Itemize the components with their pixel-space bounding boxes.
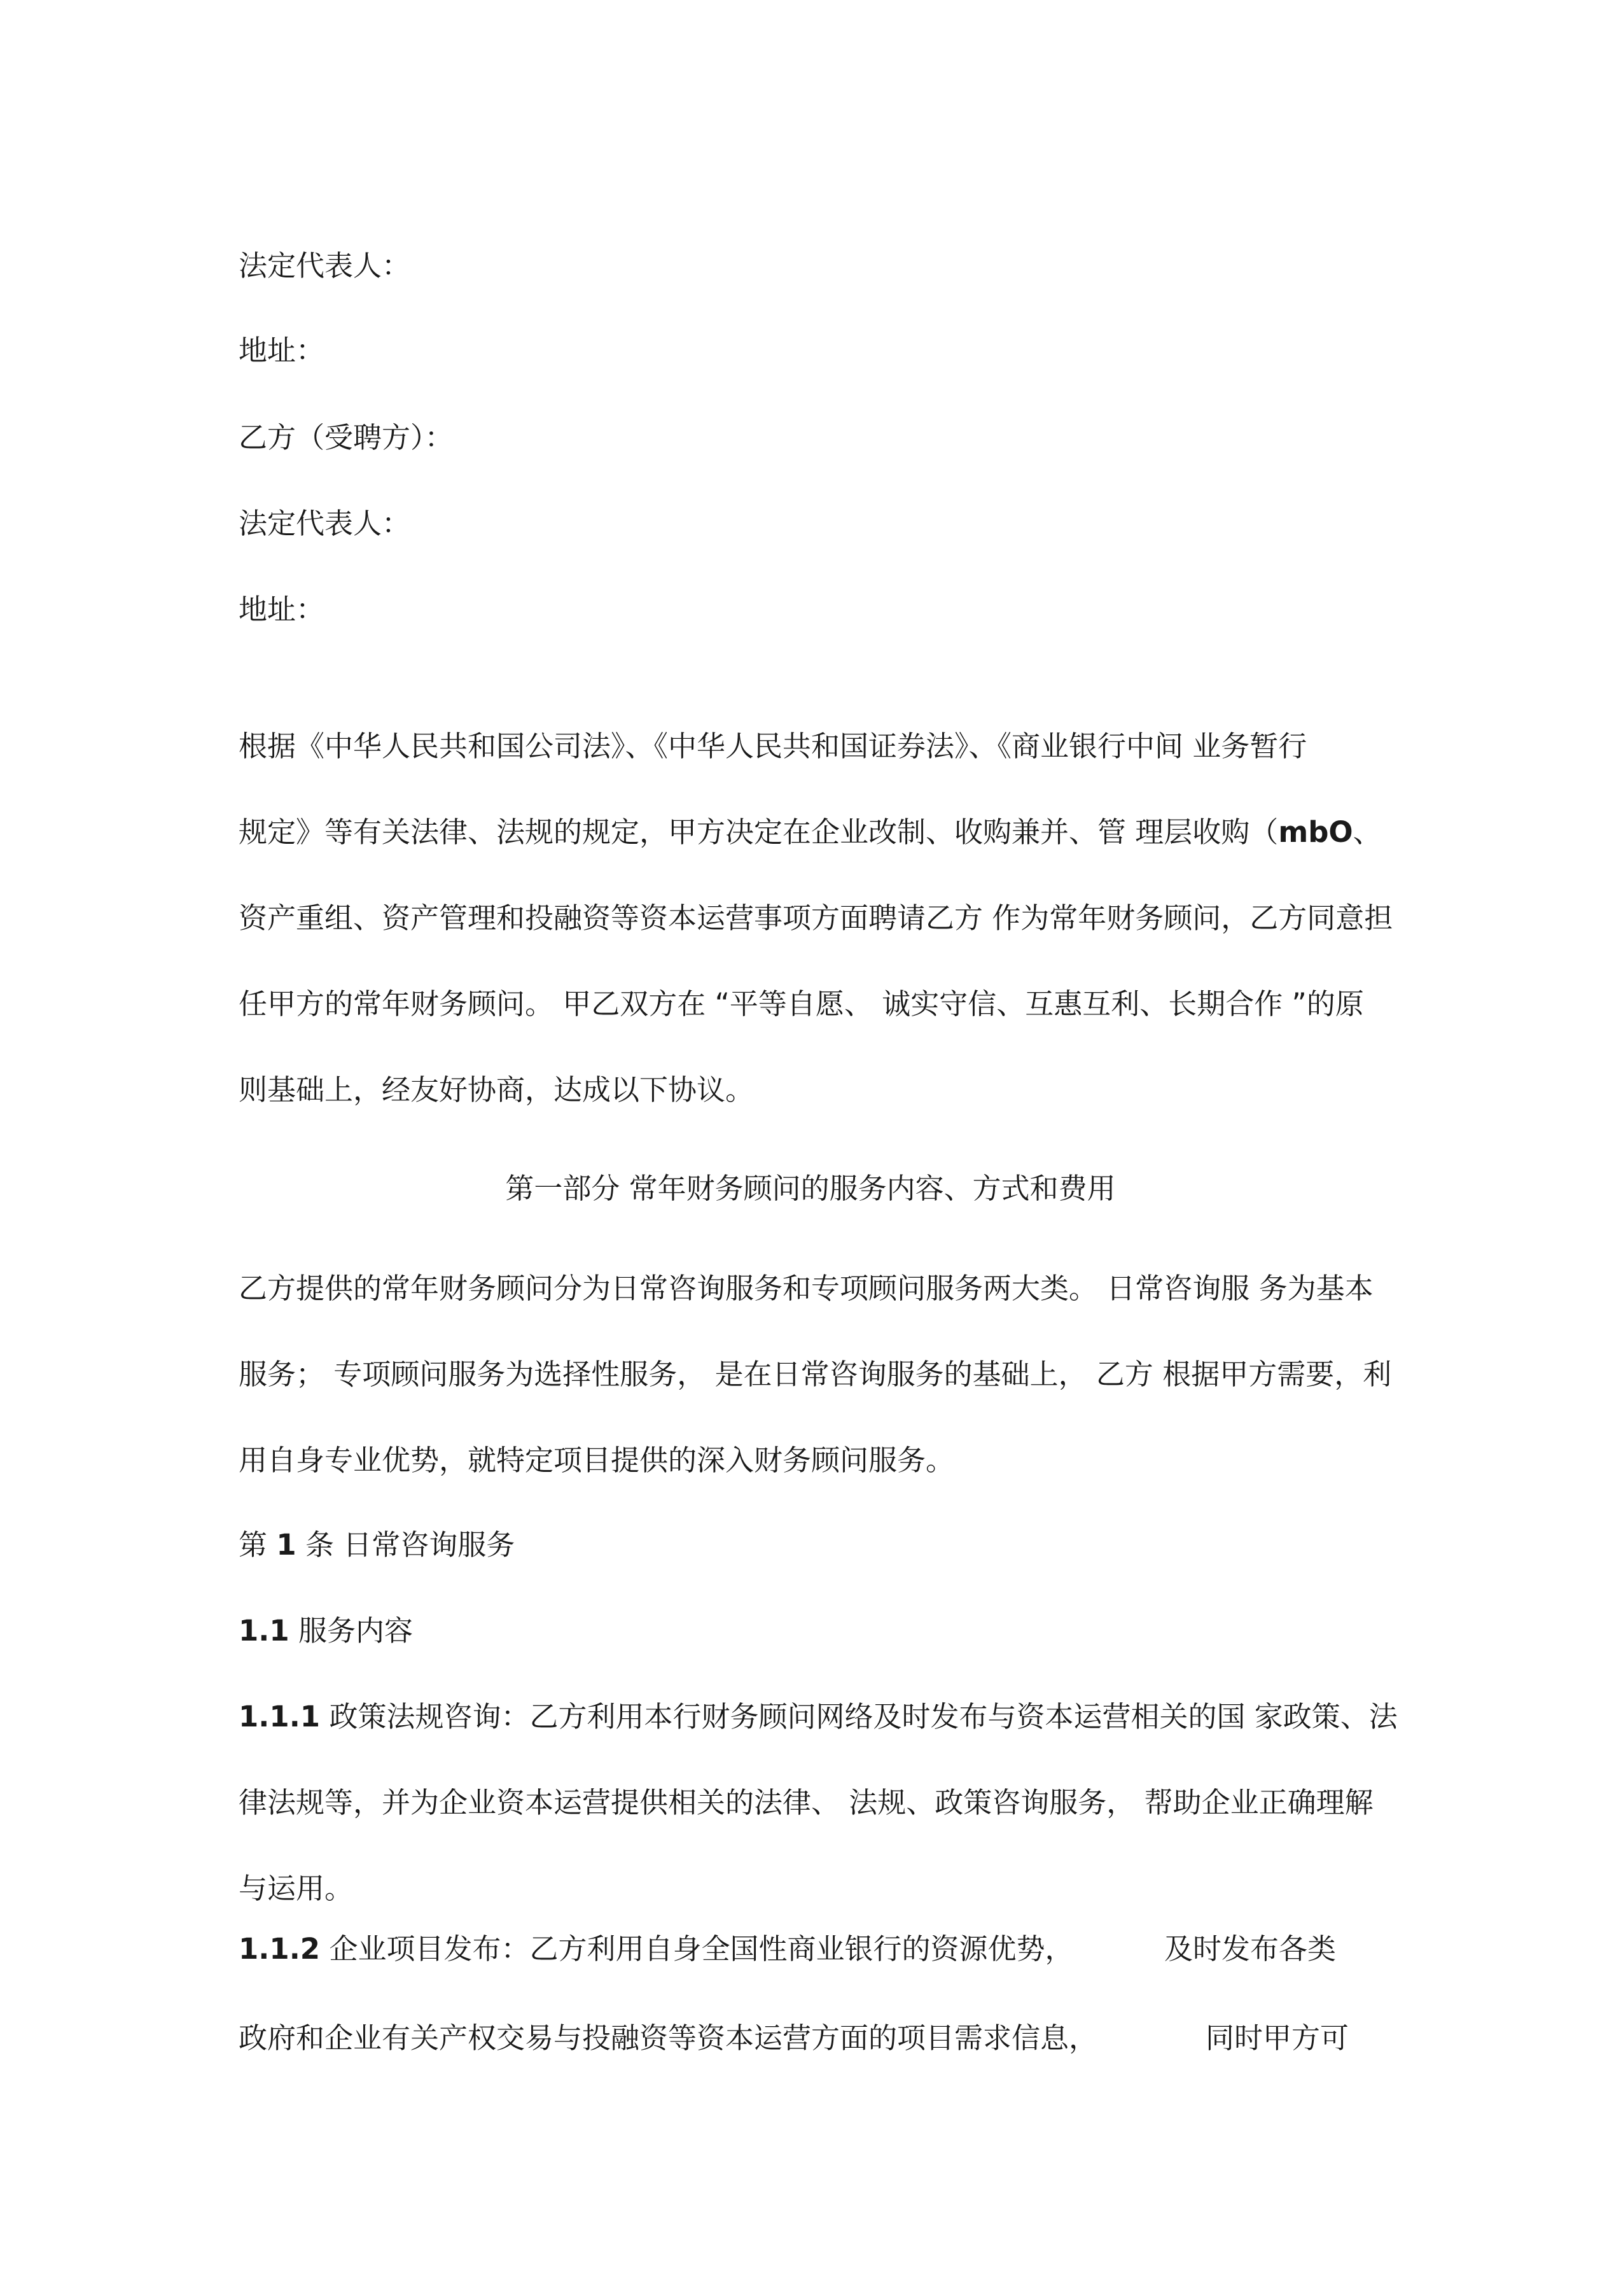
preamble-line-1: 根据《中华人民共和国公司法》、《中华人民共和国证券法》、《商业银行中间 业务暂行: [239, 729, 1307, 763]
article-1-heading: [239, 1527, 515, 1563]
section-1-1-2-number: 1.1.2: [239, 1932, 321, 1966]
section-1-1-2-text-1: 企业项目发布：乙方利用自身全国性商业银行的资源优势，: [329, 1932, 1074, 1966]
party-b-label: 乙方（受聘方）：: [239, 421, 454, 454]
preamble-line-2: [239, 815, 1382, 850]
section-1-1-title: 服务内容: [298, 1614, 414, 1648]
section-1-1-1-line-1: [239, 1699, 1398, 1735]
section-1-1-number: 1.1: [239, 1614, 289, 1648]
preamble-line-2-punct: 、: [1353, 815, 1382, 849]
party-b-address-label: 地址：: [239, 592, 325, 626]
article-1-prefix: 第: [239, 1528, 268, 1562]
part-one-intro-line-2: 服务； 专项顾问服务为选择性服务， 是在日常咨询服务的基础上， 乙方 根据甲方需要，利: [239, 1357, 1392, 1391]
article-1-number: 1: [276, 1528, 296, 1562]
party-a-address-label: 地址：: [239, 333, 325, 367]
preamble-line-4: 任甲方的常年财务顾问。 甲乙双方在 “平等自愿、 诚实守信、互惠互利、长期合作 ”的原: [239, 987, 1364, 1021]
section-1-1-heading: [239, 1613, 413, 1649]
preamble-line-5: 则基础上，经友好协商，达成以下协议。: [239, 1073, 755, 1107]
party-a-legal-rep-label: 法定代表人：: [239, 249, 411, 283]
preamble-line-2-bold: mbO: [1278, 815, 1353, 849]
section-1-1-1-number: 1.1.1: [239, 1700, 321, 1733]
section-1-1-2-line-1-right: 及时发布各类: [1164, 1932, 1337, 1966]
part-one-intro-line-3: 用自身专业优势，就特定项目提供的深入财务顾问服务。: [239, 1443, 955, 1477]
preamble-line-2-text: 规定》等有关法律、法规的规定，甲方决定在企业改制、收购兼并、管 理层收购（: [239, 815, 1279, 849]
preamble-line-3: 资产重组、资产管理和投融资等资本运营事项方面聘请乙方 作为常年财务顾问，乙方同意担: [239, 901, 1393, 935]
article-1-suffix: 条 日常咨询服务: [305, 1528, 515, 1562]
section-1-1-2-line-1: [239, 1931, 1073, 1967]
section-1-1-1-text-1: 政策法规咨询：乙方利用本行财务顾问网络及时发布与资本运营相关的国 家政策、法: [329, 1700, 1398, 1733]
section-1-1-1-line-2: 律法规等，并为企业资本运营提供相关的法律、 法规、政策咨询服务， 帮助企业正确理解: [239, 1786, 1374, 1819]
section-1-1-1-line-3: 与运用。: [239, 1872, 354, 1905]
part-one-heading: 第一部分 常年财务顾问的服务内容、方式和费用: [505, 1172, 1116, 1205]
party-b-legal-rep-label: 法定代表人：: [239, 507, 411, 540]
section-1-1-2-line-2-right: 同时甲方可: [1206, 2021, 1349, 2055]
part-one-intro-line-1: 乙方提供的常年财务顾问分为日常咨询服务和专项顾问服务两大类。 日常咨询服 务为基本: [239, 1271, 1374, 1305]
section-1-1-2-line-2: 政府和企业有关产权交易与投融资等资本运营方面的项目需求信息，: [239, 2021, 1098, 2055]
